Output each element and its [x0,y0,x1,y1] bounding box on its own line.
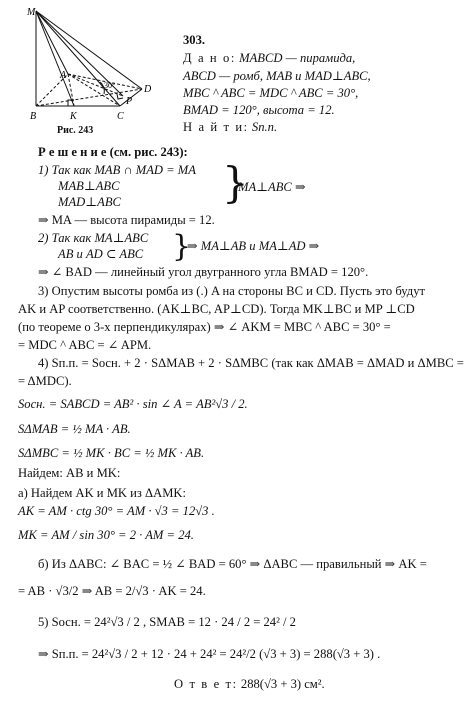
step4-line1: 4) Sп.п. = Sосн. + 2 · SΔMAB + 2 · SΔMBC (так как ΔMAB = ΔMAD и ΔMBC = [38,356,464,370]
label-m: M [27,7,36,18]
brace-1: } [222,158,249,207]
figure-caption: Рис. 243 [57,125,94,136]
step4b-line1: б) Из ΔABC: ∠ BAC = ½ ∠ BAD = 60° ⇒ ΔABC — правильный ⇒ AK = [38,557,427,571]
step2-line3: ⇒ ∠ BAD — линейный угол двугранного угла BMAD = 120°. [38,265,369,279]
given-line-3: MBC ^ ABC = MDC ^ ABC = 30°, [183,86,359,100]
step5-line2: ⇒ Sп.п. = 24²√3 / 2 + 12 · 24 + 24² = 24²/2 (√3 + 3) = 288(√3 + 3) . [38,647,381,661]
label-p: P [126,96,133,107]
given-line-1: Д а н о: MABCD — пирамида, [183,51,356,65]
step4-line5: SΔMBC = ½ MK · BC = ½ MK · AB. [18,446,205,460]
step1-line1: 1) Так как MAB ∩ MAD = MA [38,163,196,177]
step4-line4: SΔMAB = ½ MA · AB. [18,422,131,436]
given-line-4: BMAD = 120°, высота = 12. [183,103,335,117]
find-line: Н а й т и: Sп.п. [183,120,278,134]
step1-line2: MAB⊥ABC [58,179,120,193]
step3-line4: = MDC ^ ABC = ∠ APM. [18,338,152,352]
label-b: B [30,111,37,122]
problem-number: 303. [183,33,206,47]
step1-line4: ⇒ MA — высота пирамиды = 12. [38,213,215,227]
step4-line3: Sосн. = SABCD = AB² · sin ∠ A = AB²√3 / 2. [18,397,248,411]
given-line-2: ABCD — ромб, MAB и MAD⊥ABC, [183,69,371,83]
label-c: C [117,111,124,122]
step4-line2: = ΔMDC). [18,374,72,388]
step4a-line1: а) Найдем AK и MK из ΔAMK: [18,486,186,500]
label-k: K [70,111,77,122]
step4-line6: Найдем: AB и MK: [18,466,121,480]
label-d: D [144,84,152,95]
solution-heading: Р е ш е н и е (см. рис. 243): [38,145,188,159]
label-a: A [60,70,67,81]
step2-line2: AB и AD ⊂ ABC [58,247,144,261]
step3-line1: 3) Опустим высоты ромба из (.) A на стороны BC и CD. Пусть это будут [38,284,426,298]
step3-line3: (по теореме о 3-х перпендикулярах) ⇒ ∠ AKM = MBC ^ ABC = 30° = [18,320,391,334]
step4a-line2: AK = AM · ctg 30° = AM · √3 = 12√3 . [18,504,215,518]
step4b-line2: = AB · √3/2 ⇒ AB = 2/√3 · AK = 24. [18,584,206,598]
step4a-line3: MK = AM / sin 30° = 2 · AM = 24. [18,528,194,542]
label-angle: 30° [104,81,116,90]
step3-line2: AK и AP соответственно. (AK⊥BC, AP⊥CD). Тогда MK⊥BC и MP ⊥CD [18,302,415,316]
step2-line1: 2) Так как MA⊥ABC [38,231,149,245]
step2-result: ⇒ MA⊥AB и MA⊥AD ⇒ [187,239,320,253]
step5-line1: 5) Sосн. = 24²√3 / 2 , SMAB = 12 · 24 / 2 = 24² / 2 [38,615,296,629]
step1-result: MA⊥ABC ⇒ [238,180,306,194]
answer-line: О т в е т: 288(√3 + 3) см². [174,677,325,691]
step1-line3: MAD⊥ABC [58,195,121,209]
brace-2: } [172,229,192,264]
